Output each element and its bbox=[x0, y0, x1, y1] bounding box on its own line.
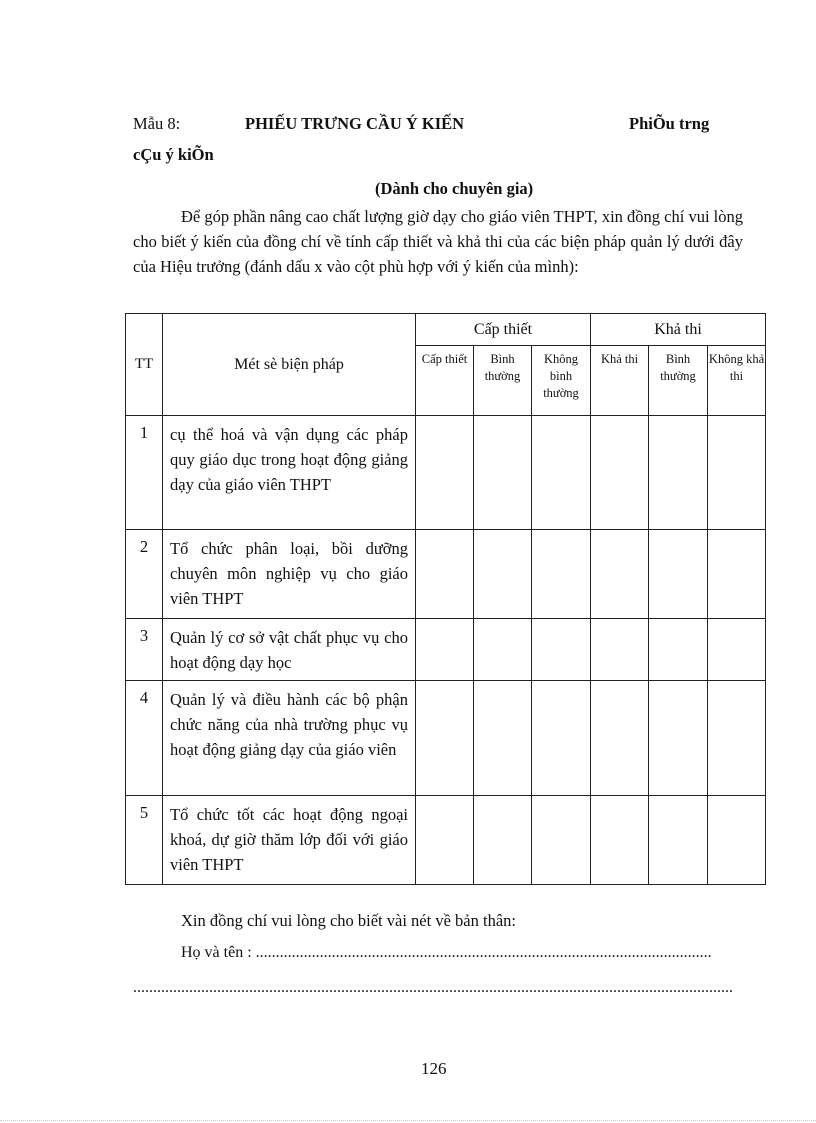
row-measure: Quản lý cơ sở vật chất phục vụ cho hoạt động dạy học bbox=[163, 619, 416, 681]
row-measure: cụ thể hoá và vận dụng các pháp quy giáo dục trong hoạt động giảng dạy của giáo viên THPT bbox=[163, 416, 416, 529]
row-number: 2 bbox=[126, 529, 163, 618]
header-group-urgency: Cấp thiết bbox=[416, 314, 591, 346]
subheader-normal-2: Bình thường bbox=[649, 346, 708, 416]
name-line[interactable] bbox=[181, 944, 741, 962]
table-row bbox=[126, 416, 766, 529]
checkbox-cell[interactable] bbox=[532, 795, 591, 884]
survey-table bbox=[125, 313, 766, 885]
table-row bbox=[126, 681, 766, 795]
header-group-feasibility: Khả thi bbox=[591, 314, 766, 346]
row-number: 1 bbox=[126, 416, 163, 529]
checkbox-cell[interactable] bbox=[591, 619, 649, 681]
checkbox-cell[interactable] bbox=[708, 416, 766, 529]
subheader-not-feasible: Không khả thi bbox=[708, 346, 766, 416]
header-measure: Mét sè biện pháp bbox=[163, 314, 416, 416]
intro-text: Để góp phần nâng cao chất lượng giờ dạy cho giáo viên THPT, xin đồng chí vui lòng cho biết ý kiến của đồng chí về tính cấp thiết và khả thi của các biện pháp quản lý dưới đây của Hiệu trưởng (đánh dấu x vào cột phù hợp với ý kiến của mình): bbox=[133, 207, 743, 276]
checkbox-cell[interactable] bbox=[591, 416, 649, 529]
checkbox-cell[interactable] bbox=[708, 529, 766, 618]
checkbox-cell[interactable] bbox=[416, 795, 474, 884]
intro-paragraph bbox=[133, 204, 743, 279]
form-subtitle: (Dành cho chuyên gia) bbox=[375, 179, 534, 198]
garbled-title-left: cÇu ý kiÕn bbox=[133, 145, 214, 164]
table-header-row-1 bbox=[126, 314, 766, 346]
checkbox-cell[interactable] bbox=[474, 795, 532, 884]
checkbox-cell[interactable] bbox=[591, 529, 649, 618]
checkbox-cell[interactable] bbox=[532, 529, 591, 618]
row-number: 5 bbox=[126, 795, 163, 884]
table-row bbox=[126, 529, 766, 618]
subheader-feasible: Khả thi bbox=[591, 346, 649, 416]
checkbox-cell[interactable] bbox=[649, 795, 708, 884]
checkbox-cell[interactable] bbox=[649, 619, 708, 681]
checkbox-cell[interactable] bbox=[649, 416, 708, 529]
page-bottom-divider bbox=[0, 1120, 816, 1121]
name-dots: .................................................................................................................. bbox=[255, 944, 712, 961]
name-label: Họ và tên : bbox=[181, 944, 256, 961]
checkbox-cell[interactable] bbox=[649, 529, 708, 618]
checkbox-cell[interactable] bbox=[474, 529, 532, 618]
form-label: Mẫu 8: bbox=[133, 114, 181, 133]
checkbox-cell[interactable] bbox=[532, 416, 591, 529]
checkbox-cell[interactable] bbox=[708, 795, 766, 884]
checkbox-cell[interactable] bbox=[416, 619, 474, 681]
checkbox-cell[interactable] bbox=[416, 681, 474, 795]
row-measure: Tổ chức phân loại, bồi dưỡng chuyên môn nghiệp vụ cho giáo viên THPT bbox=[163, 529, 416, 618]
subheader-urgent: Cấp thiết bbox=[416, 346, 474, 416]
row-number: 4 bbox=[126, 681, 163, 795]
checkbox-cell[interactable] bbox=[474, 619, 532, 681]
checkbox-cell[interactable] bbox=[591, 681, 649, 795]
table-row bbox=[126, 795, 766, 884]
garbled-title-right: PhiÕu trng bbox=[629, 114, 710, 133]
header-tt: TT bbox=[126, 314, 163, 416]
row-measure: Tổ chức tốt các hoạt động ngoại khoá, dự giờ thăm lớp đối với giáo viên THPT bbox=[163, 795, 416, 884]
subheader-normal-1: Bình thường bbox=[474, 346, 532, 416]
closing-prompt: Xin đồng chí vui lòng cho biết vài nét về bản thân: bbox=[181, 911, 516, 930]
checkbox-cell[interactable] bbox=[708, 681, 766, 795]
checkbox-cell[interactable] bbox=[591, 795, 649, 884]
checkbox-cell[interactable] bbox=[474, 416, 532, 529]
checkbox-cell[interactable] bbox=[532, 681, 591, 795]
form-title: PHIẾU TRƯNG CẦU Ý KIẾN bbox=[245, 114, 465, 133]
subheader-not-normal: Không bình thường bbox=[532, 346, 591, 416]
page-number: 126 bbox=[421, 1059, 447, 1078]
checkbox-cell[interactable] bbox=[474, 681, 532, 795]
table-row bbox=[126, 619, 766, 681]
checkbox-cell[interactable] bbox=[532, 619, 591, 681]
row-number: 3 bbox=[126, 619, 163, 681]
continuation-dots[interactable]: ...................................................................................................................................................... bbox=[133, 979, 733, 996]
checkbox-cell[interactable] bbox=[708, 619, 766, 681]
checkbox-cell[interactable] bbox=[649, 681, 708, 795]
checkbox-cell[interactable] bbox=[416, 529, 474, 618]
row-measure: Quản lý và điều hành các bộ phận chức năng của nhà trường phục vụ hoạt động giảng dạy của giáo viên bbox=[163, 681, 416, 795]
checkbox-cell[interactable] bbox=[416, 416, 474, 529]
